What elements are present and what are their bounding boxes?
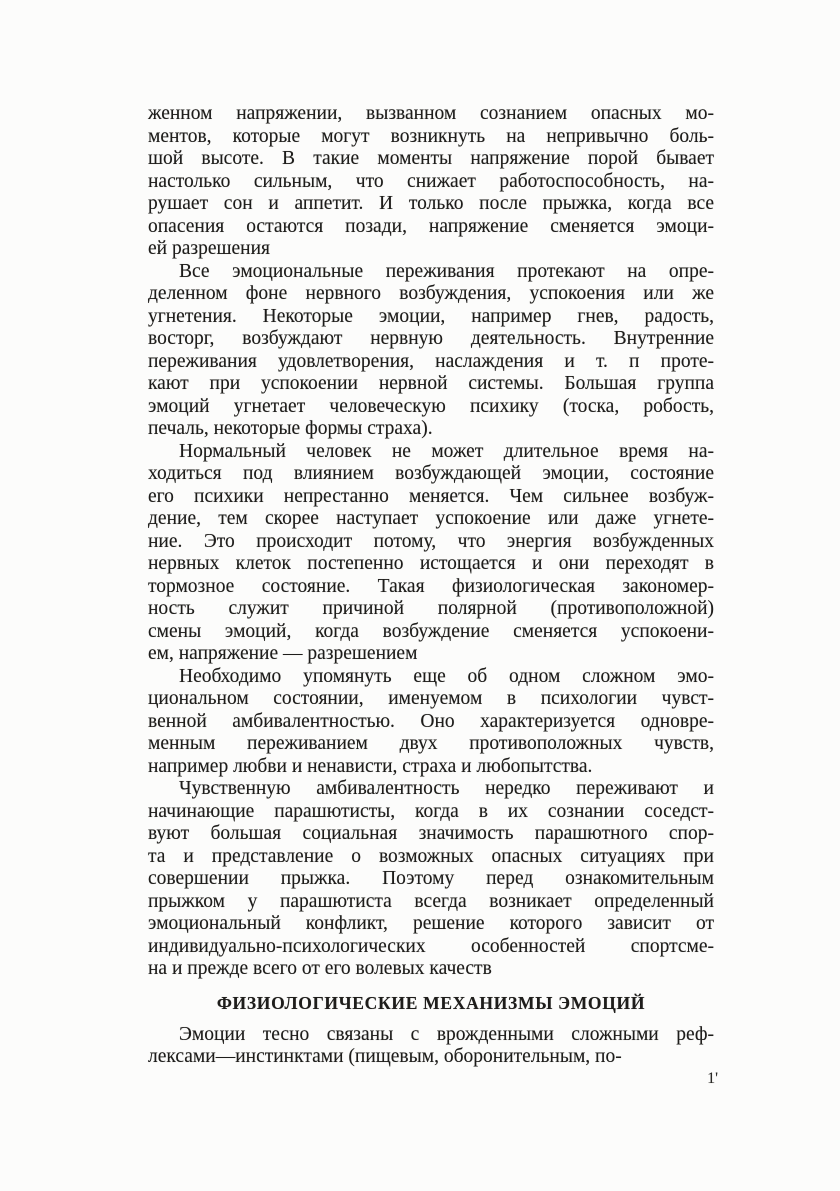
- paragraph: [148, 103, 714, 261]
- text-line: ментов, которые могут возникнуть на непривычно боль-: [148, 125, 714, 147]
- text-line: Необходимо упомянуть еще об одном сложном эмо-: [179, 665, 714, 687]
- paragraph: [148, 261, 714, 441]
- text-line: индивидуально-психологических особенностей спортсме-: [148, 935, 714, 957]
- text-line: дение, тем скорее наступает успокоение или даже угнете-: [148, 508, 714, 529]
- text-line: например любви и ненависти, страха и любопытства.: [148, 755, 593, 777]
- text-line: Все эмоциональные переживания протекают на опре-: [179, 260, 714, 282]
- text-block: [148, 103, 714, 1069]
- text-line: шой высоте. В такие моменты напряжение порой бывает: [148, 148, 714, 169]
- text-line: на и прежде всего от его волевых качеств: [148, 958, 492, 979]
- paragraph: [148, 441, 714, 666]
- text-line: настолько сильным, что снижает работоспособность, на-: [148, 170, 714, 192]
- text-line: женном напряжении, вызванном сознанием опасных мо-: [148, 103, 714, 124]
- text-line: ем, напряжение — разрешением: [148, 643, 418, 664]
- paragraph: [148, 1024, 714, 1069]
- text-line: вуют большая социальная значимость парашютного спор-: [148, 823, 714, 844]
- text-line: нервных клеток постепенно истощается и они переходят в: [148, 553, 714, 574]
- text-line: рушает сон и аппетит. И только после прыжка, когда все: [148, 193, 714, 214]
- text-line: эмоциональный конфликт, решение которого зависит от: [148, 913, 714, 934]
- text-line: ность служит причиной полярной (противоположной): [148, 598, 714, 619]
- text-line: менным переживанием двух противоположных чувств,: [148, 733, 714, 754]
- text-line: смены эмоций, когда возбуждение сменяется успокоени-: [148, 620, 714, 642]
- text-line: Нормальный человек не может длительное время на-: [179, 440, 714, 462]
- text-line: ей разрешения: [148, 238, 270, 259]
- text-line: совершении прыжка. Поэтому перед ознакомительным: [148, 868, 714, 889]
- text-line: ходиться под влиянием возбуждающей эмоции, состояние: [148, 463, 714, 484]
- text-line: Эмоции тесно связаны с врожденными сложными реф-: [179, 1023, 714, 1045]
- text-line: переживания удовлетворения, наслаждения и т. п проте-: [148, 350, 714, 372]
- text-line: эмоций угнетает человеческую психику (тоска, робость,: [148, 395, 714, 417]
- text-line: циональном состоянии, именуемом в психологии чувст-: [148, 688, 714, 709]
- text-line: восторг, возбуждают нервную деятельность. Внутренние: [148, 328, 714, 349]
- text-line: та и представление о возможных опасных ситуациях при: [148, 845, 714, 867]
- paragraph: [148, 666, 714, 779]
- text-line: венной амбивалентностью. Оно характеризуется одновре-: [148, 710, 714, 732]
- paragraph: [148, 778, 714, 981]
- text-line: деленном фоне нервного возбуждения, успокоения или же: [148, 283, 714, 304]
- text-line: печаль, некоторые формы страха).: [148, 418, 433, 439]
- text-line: тормозное состояние. Такая физиологическая закономер-: [148, 575, 714, 597]
- text-line: лексами—инстинктами (пищевым, оборонительным, по-: [148, 1046, 622, 1067]
- page-number: 1': [707, 1070, 718, 1087]
- text-line: кают при успокоении нервной системы. Большая группа: [148, 373, 714, 394]
- text-line: начинающие парашютисты, когда в их сознании соседст-: [148, 800, 714, 822]
- text-line: ние. Это происходит потому, что энергия возбужденных: [148, 530, 714, 552]
- text-line: прыжком у парашютиста всегда возникает определенный: [148, 890, 714, 912]
- text-line: угнетения. Некоторые эмоции, например гнев, радость,: [148, 305, 714, 327]
- text-line: опасения остаются позади, напряжение сменяется эмоци-: [148, 215, 714, 237]
- section-heading: ФИЗИОЛОГИЧЕСКИЕ МЕХАНИЗМЫ ЭМОЦИЙ: [216, 992, 646, 1013]
- text-line: Чувственную амбивалентность нередко переживают и: [179, 778, 714, 799]
- text-line: его психики непрестанно меняется. Чем сильнее возбуж-: [148, 485, 714, 507]
